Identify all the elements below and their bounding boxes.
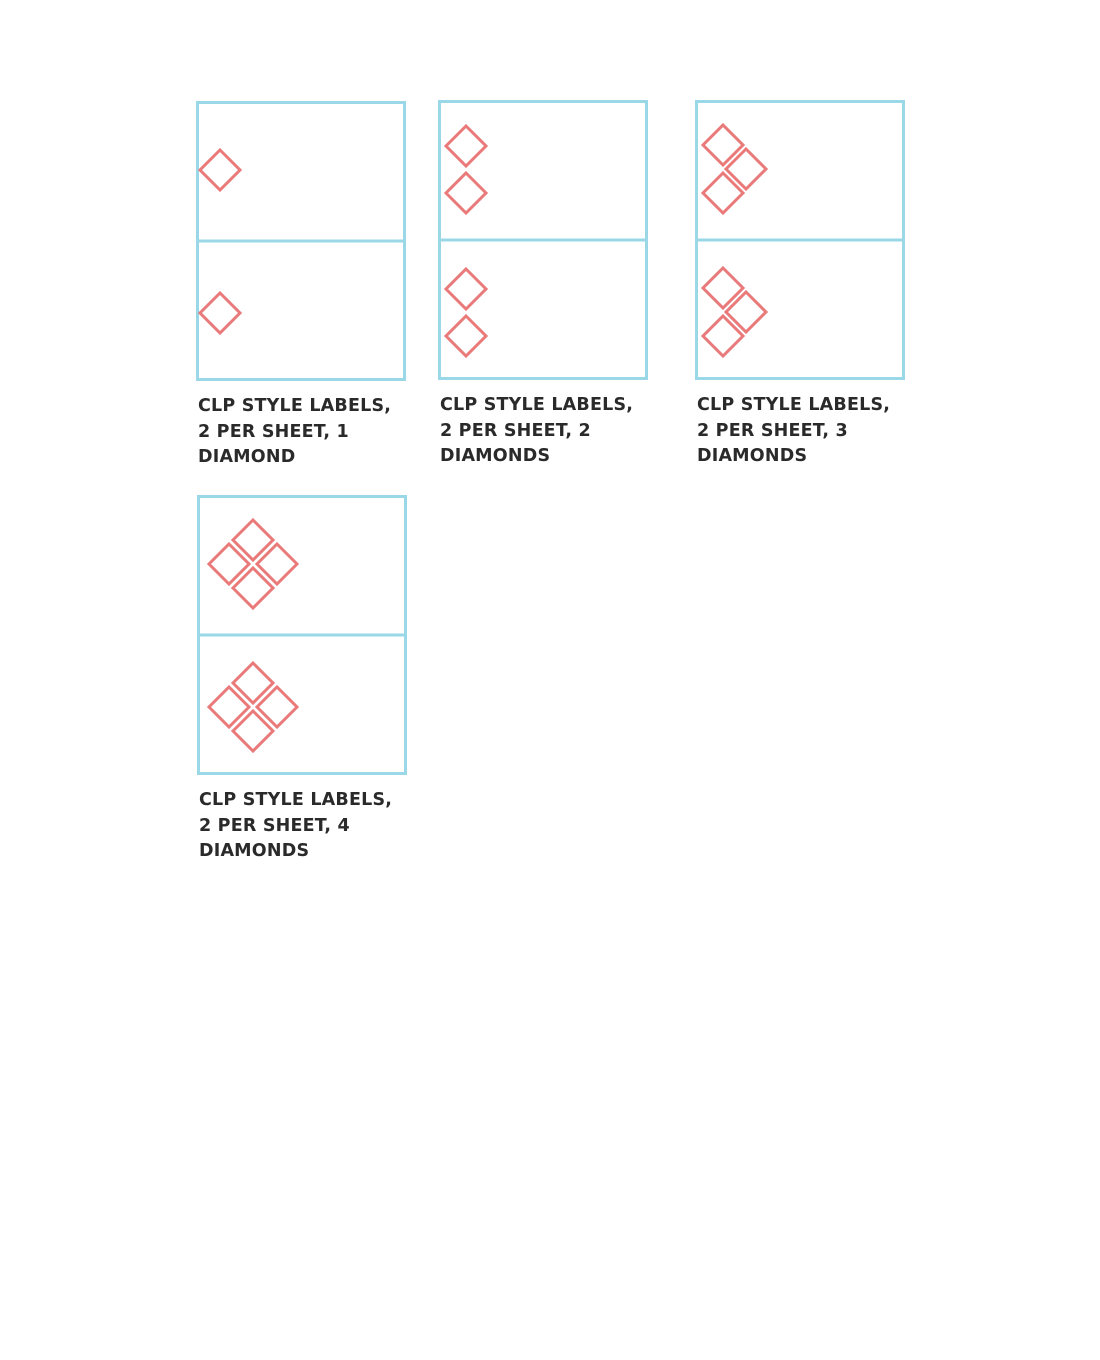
caption-line: 2 PER SHEET, 4 [199,815,350,836]
caption-line: 2 PER SHEET, 3 [697,420,848,441]
caption-line: DIAMONDS [697,446,808,466]
caption-line: DIAMONDS [440,446,551,466]
label-2[interactable] [209,663,297,751]
label-sheet [197,495,407,775]
label-sheet [196,101,406,381]
product-caption [199,788,404,865]
caption-line: DIAMONDS [199,841,310,861]
hazard-diamond-icon [200,150,240,190]
label-sheet [438,100,648,380]
caption-line: CLP STYLE LABELS, [697,395,891,415]
label-2[interactable] [446,269,486,356]
hazard-diamond-icon [200,293,240,333]
caption-line: 2 PER SHEET, 2 [440,420,591,441]
label-2[interactable] [703,268,766,356]
product-caption [440,393,645,470]
caption-line: CLP STYLE LABELS, [199,790,393,810]
label-2[interactable] [200,293,240,333]
product-caption [198,394,403,471]
label-1[interactable] [209,520,297,608]
caption-line: 2 PER SHEET, 1 [198,421,349,442]
label-1[interactable] [446,126,486,213]
hazard-diamond-icon [446,173,486,213]
hazard-diamond-icon [446,269,486,309]
caption-line: CLP STYLE LABELS, [440,395,634,415]
caption-line: CLP STYLE LABELS, [198,396,392,416]
hazard-diamond-icon [446,126,486,166]
label-1[interactable] [200,150,240,190]
caption-line: DIAMOND [198,447,296,467]
label-1[interactable] [703,125,766,213]
product-caption [697,393,902,470]
label-sheet [695,100,905,380]
hazard-diamond-icon [446,316,486,356]
